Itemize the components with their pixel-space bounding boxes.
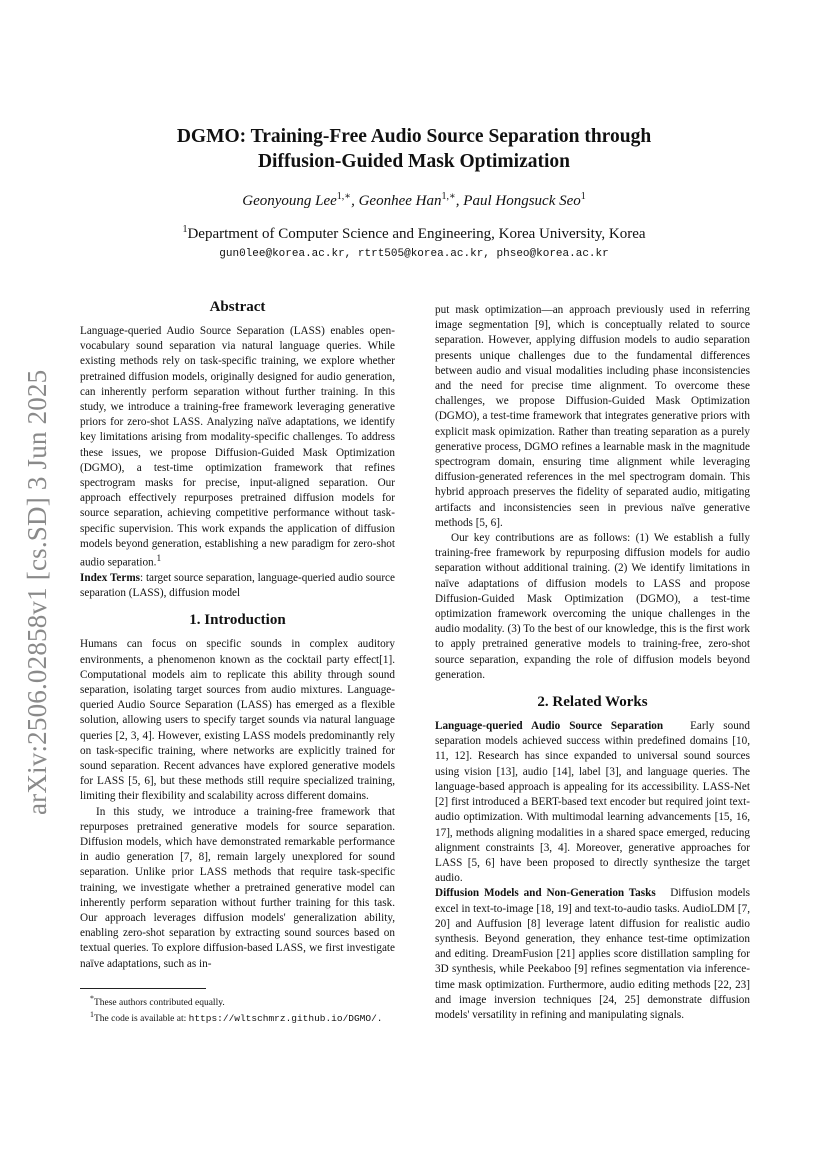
- footnote-2-mark: 1: [90, 1010, 94, 1020]
- footnote-1: [80, 993, 395, 1009]
- left-column: [80, 298, 395, 972]
- author-2: Geonhee Han: [358, 193, 442, 209]
- paper-title: [130, 124, 698, 174]
- footnote-1-mark: *: [90, 994, 94, 1003]
- footnote-1-text: These authors contributed equally.: [93, 998, 225, 1009]
- related-paragraph-2: [435, 886, 750, 1023]
- author-2-sup: 1,∗: [441, 191, 456, 202]
- related-p2-title: Diffusion Models and Non-Generation Tasks: [435, 887, 656, 900]
- footnote-2-prefix: The code is available at:: [93, 1014, 189, 1025]
- author-1-sup: 1,∗: [336, 191, 352, 202]
- intro-paragraph-2-continued: put mask optimization—an approach previously used in referring image segmentation [9], which is conceptually related to source separation. However, applying diffusion models to audio separation presents unique challenges due to the fundamental differences between audio and visual modalities including phase inconsistencies and the need for precise time alignment. To overcome these challenges, we propose Diffusion-Guided Mask Optimization (DGMO), a test-time framework that integrates generative priors with explicit mask opimization. Rather than treating separation as a purely generative process, DGMO refines a learnable mask in the magnitude spectrogram domain, ensuring time alignment while leveraging diffusion-generated references in the mel spectrogram domain. This hybrid approach preserves the fidelity of separated audio, mitigating artifacts and inconsistencies seen in previous naïve generative methods [5, 6].: [435, 304, 750, 529]
- right-column: [435, 303, 750, 1023]
- related-p1-text: Early sound separation models achieved success within predefined domains [10, 11, 12]. Research has since expanded to universal sound sources using vision [13], audio [14], label [3], and language queries. The language-based approach is appealing for its accessibility. LASS-Net [2] first introduced a BERT-based text encoder but required joint text-audio optimization. With multimodal learning advancements [15, 16, 17], methods aligning modalities in a shared space emerged, reducing alignment constraints [3, 4]. Moreover, generative approaches for LASS [5, 6] have been proposed to directly synthesize the target audio.: [435, 720, 750, 885]
- abstract-footnote-mark: 1: [156, 554, 162, 565]
- affiliation-text: Department of Computer Science and Engineering, Korea University, Korea: [187, 226, 646, 242]
- introduction-heading: 1. Introduction: [189, 612, 286, 629]
- arxiv-identifier: arXiv:2506.02858v1 [cs.SD] 3 Jun 2025: [22, 369, 52, 815]
- title-line-1: DGMO: Training-Free Audio Source Separation through: [176, 126, 652, 147]
- arxiv-stamp: [22, 369, 52, 815]
- author-3-sup: 1: [580, 191, 586, 202]
- intro-paragraph-1: Humans can focus on specific sounds in complex auditory environments, a phenomenon known as the cocktail party effect[1]. Computational models aim to replicate this ability through sound separation, isolating target sources from audio mixtures. Language-queried Audio Source Separation (LASS) has emerged as a flexible solution, allowing users to specify target sounds via natural language queries [2, 3, 4]. However, existing LASS models predominantly rely on task-specific training, where networks are explicitly trained for sound separation. Recent advances have explored generative models for LASS [5, 6], but these methods still require specialized training, limiting their flexibility and scalability across different domains.: [80, 638, 395, 803]
- title-line-2: Diffusion-Guided Mask Optimization: [257, 151, 571, 172]
- footnote-2: [80, 1009, 395, 1025]
- author-1: Geonyoung Lee: [242, 193, 337, 209]
- footnote-rule: [80, 988, 206, 989]
- author-list: Geonyoung Lee$^{1,∗}$, Geonhee Han$^{1,∗}$, Paul Hongsuck Seo$^1$: [242, 191, 586, 209]
- affiliation-sup: 1: [182, 224, 188, 235]
- footnotes: [80, 988, 395, 1025]
- abstract-heading: Abstract: [209, 299, 266, 315]
- index-terms-text: : target source separation, language-queried audio source separation (LASS), diffusion model: [80, 571, 395, 600]
- abstract-text: Language-queried Audio Source Separation (LASS) enables open-vocabulary sound separation via natural language queries. While existing methods rely on task-specific training, we explore whether pretrained diffusion models, originally designed for audio generation, can inherently perform separation without further training. In this study, we introduce a training-free framework leveraging generative priors for zero-shot LASS. Analyzing naïve adaptations, we identify key limitations arising from modality-specific challenges. To address these issues, we propose Diffusion-Guided Mask Optimization (DGMO), a test-time optimization framework that refines spectrogram masks for precise, input-aligned separation. Our approach effectively repurposes pretrained diffusion models for source separation, achieving competitive performance without task-specific supervision. This work expands the application of diffusion models beyond generation, establishing a new paradigm for zero-shot audio separation.: [80, 325, 395, 569]
- related-paragraph-1: [435, 719, 750, 886]
- intro-paragraph-2: In this study, we introduce a training-free framework that repurposes pretrained generative models for source separation. Diffusion models, which have demonstrated remarkable performance in audio generation [7, 8], remain largely unexplored for sound separation. Unlike prior LASS methods that require task-specific training, we investigate whether a pretrained generative model can inherently perform separation without further training for this task. Our approach leverages diffusion models' generalization ability, enabling zero-shot separation by extracting sound sources based on textual queries. To explore diffusion-based LASS, we first investigate naïve adaptations, such as in-: [80, 805, 395, 970]
- index-terms: [80, 571, 395, 601]
- index-terms-label: Index Terms: [80, 571, 141, 584]
- related-p2-text: Diffusion models excel in text-to-image [18, 19] and text-to-audio tasks. AudioLDM [7, 20] and Auffusion [8] leverage latent diffusion for realistic audio synthesis. Beyond generation, they enhance test-time optimization and editing. DreamFusion [21] applies score distillation sampling for 3D synthesis, while Peekaboo [9] refines segmentation via inference-time mask optimization. Furthermore, audio editing methods [22, 23] and image inversion techniques [24, 25] demonstrate diffusion models' versatility in refining and manipulating signals.: [435, 887, 751, 1021]
- related-p1-title: Language-queried Audio Source Separation: [435, 720, 664, 733]
- author-3: Paul Hongsuck Seo: [463, 193, 581, 209]
- intro-paragraph-3: Our key contributions are as follows: (1) We establish a fully training-free framework by repurposing diffusion models for audio separation without additional training. (2) We identify limitations in naïve adaptations of diffusion models to LASS and propose Diffusion-Guided Mask Optimization (DGMO), a test-time optimization framework overcoming the unique challenges in the audio modality. (3) To the best of our knowledge, this is the first work to apply pretrained generative models to training-free, zero-shot source separation, expanding the role of diffusion models beyond generation.: [435, 532, 750, 681]
- affiliation: [100, 224, 728, 243]
- code-url-link[interactable]: https://wltschmrz.github.io/DGMO/.: [188, 1013, 383, 1025]
- related-works-heading: 2. Related Works: [537, 694, 648, 711]
- abstract-body: [80, 324, 395, 571]
- author-emails: gun0lee@korea.ac.kr, rtrt505@korea.ac.kr, phseo@korea.ac.kr: [219, 248, 609, 260]
